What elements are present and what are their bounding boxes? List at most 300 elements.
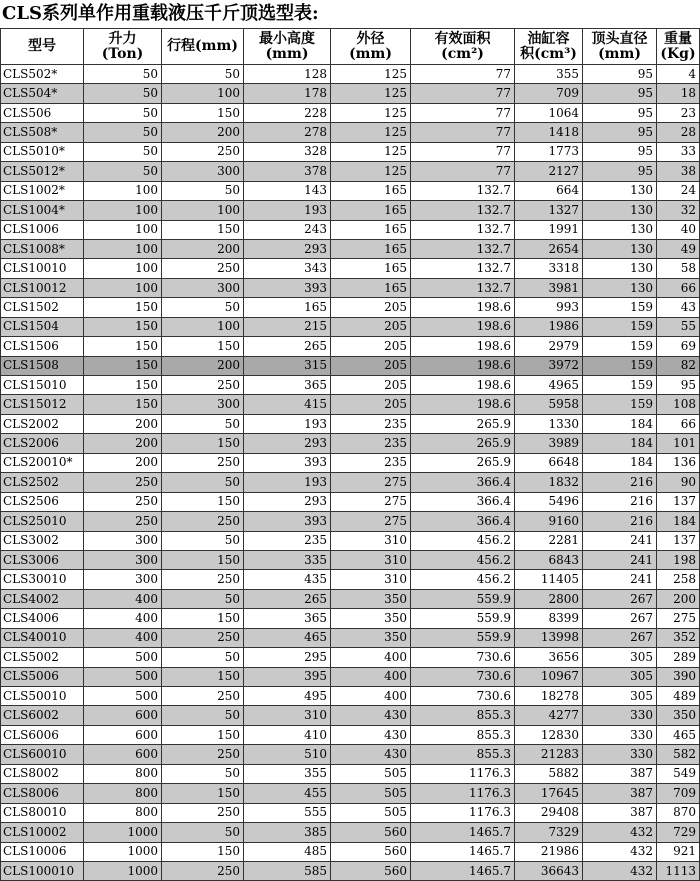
cell-lift: 300 [84,570,162,589]
cell-weight: 4 [657,65,700,84]
cell-model: CLS502* [1,65,84,84]
cell-cylinder-capacity: 12830 [515,725,583,744]
cell-min-height: 495 [244,687,331,706]
table-row [1,395,700,414]
cell-lift: 150 [84,337,162,356]
cell-effective-area: 456.2 [411,531,515,550]
cell-outer-diameter: 350 [331,628,411,647]
cell-cylinder-capacity: 13998 [515,628,583,647]
cell-effective-area: 456.2 [411,570,515,589]
cell-stroke: 250 [162,512,244,531]
cell-stroke: 150 [162,784,244,803]
cell-stroke: 50 [162,414,244,433]
cell-lift: 150 [84,298,162,317]
cell-weight: 870 [657,803,700,822]
cell-outer-diameter: 125 [331,162,411,181]
cell-lift: 50 [84,162,162,181]
cell-model: CLS6002 [1,706,84,725]
cell-effective-area: 77 [411,65,515,84]
cell-weight: 66 [657,414,700,433]
cell-lift: 600 [84,706,162,725]
cell-cylinder-capacity: 5882 [515,764,583,783]
cell-effective-area: 559.9 [411,628,515,647]
cell-saddle-diameter: 216 [583,492,657,511]
cell-min-height: 343 [244,259,331,278]
cell-outer-diameter: 505 [331,784,411,803]
cell-model: CLS80010 [1,803,84,822]
cell-weight: 69 [657,337,700,356]
column-header-label: 油缸容 [527,30,570,47]
cell-model: CLS8002 [1,764,84,783]
cell-weight: 729 [657,823,700,842]
cell-cylinder-capacity: 3656 [515,648,583,667]
cell-effective-area: 265.9 [411,414,515,433]
cell-min-height: 315 [244,356,331,375]
column-header-unit: 积(cm³) [520,45,577,62]
cell-model: CLS506 [1,103,84,122]
cell-weight: 28 [657,123,700,142]
cell-lift: 50 [84,103,162,122]
cell-effective-area: 132.7 [411,278,515,297]
cell-model: CLS10010 [1,259,84,278]
cell-model: CLS2002 [1,414,84,433]
cell-cylinder-capacity: 5496 [515,492,583,511]
cell-saddle-diameter: 159 [583,337,657,356]
cell-min-height: 143 [244,181,331,200]
cell-cylinder-capacity: 7329 [515,823,583,842]
column-header-unit: (Ton) [101,45,144,62]
cell-cylinder-capacity: 3318 [515,259,583,278]
cell-weight: 23 [657,103,700,122]
column-header-model [1,29,84,65]
column-header-label: 重量 [664,30,692,47]
cell-lift: 500 [84,687,162,706]
cell-saddle-diameter: 159 [583,317,657,336]
cell-stroke: 300 [162,395,244,414]
cell-effective-area: 855.3 [411,725,515,744]
table-row [1,764,700,783]
cell-min-height: 293 [244,434,331,453]
cell-cylinder-capacity: 4277 [515,706,583,725]
cell-lift: 250 [84,473,162,492]
table-row [1,842,700,861]
cell-saddle-diameter: 130 [583,220,657,239]
cell-weight: 582 [657,745,700,764]
table-row [1,239,700,258]
cell-saddle-diameter: 305 [583,648,657,667]
cell-outer-diameter: 310 [331,570,411,589]
cell-model: CLS1508 [1,356,84,375]
page-title: CLS系列单作用重载液压千斤顶选型表: [2,3,319,24]
cell-outer-diameter: 560 [331,823,411,842]
cell-effective-area: 730.6 [411,667,515,686]
cell-lift: 200 [84,414,162,433]
cell-model: CLS20010* [1,453,84,472]
table-row [1,570,700,589]
table-row [1,784,700,803]
cell-cylinder-capacity: 29408 [515,803,583,822]
cell-weight: 33 [657,142,700,161]
cell-outer-diameter: 165 [331,201,411,220]
cell-weight: 90 [657,473,700,492]
cell-cylinder-capacity: 5958 [515,395,583,414]
cell-min-height: 265 [244,589,331,608]
cell-weight: 709 [657,784,700,803]
cell-effective-area: 198.6 [411,356,515,375]
table-header-row [1,29,700,65]
cell-saddle-diameter: 267 [583,589,657,608]
cell-cylinder-capacity: 1327 [515,201,583,220]
table-row [1,687,700,706]
table-row [1,745,700,764]
cell-min-height: 585 [244,861,331,880]
cell-cylinder-capacity: 2127 [515,162,583,181]
cell-effective-area: 132.7 [411,181,515,200]
cell-saddle-diameter: 387 [583,764,657,783]
cell-outer-diameter: 165 [331,259,411,278]
cell-saddle-diameter: 330 [583,706,657,725]
cell-stroke: 150 [162,609,244,628]
table-row [1,278,700,297]
cell-effective-area: 77 [411,103,515,122]
cell-weight: 390 [657,667,700,686]
cell-saddle-diameter: 330 [583,725,657,744]
cell-stroke: 150 [162,550,244,569]
cell-cylinder-capacity: 17645 [515,784,583,803]
cell-saddle-diameter: 159 [583,376,657,395]
cell-effective-area: 132.7 [411,259,515,278]
cell-weight: 38 [657,162,700,181]
cell-model: CLS5002 [1,648,84,667]
cell-weight: 108 [657,395,700,414]
cell-min-height: 365 [244,376,331,395]
column-header-label: 外径 [356,30,385,47]
cell-model: CLS4006 [1,609,84,628]
cell-min-height: 128 [244,65,331,84]
cell-model: CLS504* [1,84,84,103]
column-header-label: 最小高度 [259,30,315,47]
cell-saddle-diameter: 130 [583,201,657,220]
cell-min-height: 165 [244,298,331,317]
table-row [1,317,700,336]
cell-weight: 184 [657,512,700,531]
table-row [1,473,700,492]
cell-stroke: 150 [162,842,244,861]
cell-saddle-diameter: 305 [583,687,657,706]
cell-cylinder-capacity: 355 [515,65,583,84]
cell-lift: 250 [84,492,162,511]
cell-cylinder-capacity: 2979 [515,337,583,356]
cell-weight: 198 [657,550,700,569]
cell-model: CLS2006 [1,434,84,453]
cell-stroke: 50 [162,65,244,84]
column-header-unit: (mm) [349,45,392,62]
cell-cylinder-capacity: 4965 [515,376,583,395]
table-row [1,376,700,395]
jack-spec-table [0,28,700,881]
cell-outer-diameter: 235 [331,434,411,453]
cell-model: CLS50010 [1,687,84,706]
cell-outer-diameter: 125 [331,103,411,122]
cell-stroke: 150 [162,492,244,511]
column-header-effective-area [411,29,515,65]
cell-cylinder-capacity: 709 [515,84,583,103]
cell-weight: 136 [657,453,700,472]
cell-saddle-diameter: 95 [583,65,657,84]
cell-weight: 1113 [657,861,700,880]
cell-stroke: 200 [162,239,244,258]
cell-outer-diameter: 235 [331,414,411,433]
cell-stroke: 50 [162,764,244,783]
cell-min-height: 265 [244,337,331,356]
cell-lift: 100 [84,259,162,278]
cell-weight: 137 [657,531,700,550]
cell-weight: 58 [657,259,700,278]
table-row [1,648,700,667]
cell-outer-diameter: 400 [331,667,411,686]
table-body [1,65,700,881]
cell-cylinder-capacity: 1986 [515,317,583,336]
cell-lift: 1000 [84,842,162,861]
cell-cylinder-capacity: 664 [515,181,583,200]
cell-effective-area: 1176.3 [411,803,515,822]
cell-outer-diameter: 165 [331,239,411,258]
cell-weight: 350 [657,706,700,725]
cell-stroke: 250 [162,142,244,161]
cell-saddle-diameter: 159 [583,395,657,414]
table-row [1,298,700,317]
cell-outer-diameter: 165 [331,278,411,297]
column-header-stroke [162,29,244,65]
cell-cylinder-capacity: 2281 [515,531,583,550]
cell-lift: 500 [84,667,162,686]
table-row [1,861,700,880]
cell-stroke: 50 [162,298,244,317]
table-row [1,823,700,842]
cell-effective-area: 1176.3 [411,784,515,803]
cell-weight: 137 [657,492,700,511]
cell-outer-diameter: 505 [331,764,411,783]
cell-stroke: 200 [162,356,244,375]
cell-saddle-diameter: 130 [583,181,657,200]
table-row [1,725,700,744]
table-row [1,453,700,472]
table-row [1,65,700,84]
column-header-unit: (Kg) [660,45,696,62]
cell-effective-area: 559.9 [411,589,515,608]
cell-stroke: 300 [162,278,244,297]
cell-min-height: 335 [244,550,331,569]
cell-outer-diameter: 400 [331,687,411,706]
table-row [1,803,700,822]
cell-saddle-diameter: 95 [583,162,657,181]
cell-min-height: 293 [244,492,331,511]
cell-model: CLS15010 [1,376,84,395]
cell-min-height: 243 [244,220,331,239]
table-row [1,667,700,686]
cell-saddle-diameter: 387 [583,784,657,803]
cell-stroke: 250 [162,376,244,395]
cell-lift: 300 [84,550,162,569]
cell-outer-diameter: 430 [331,706,411,725]
cell-model: CLS3006 [1,550,84,569]
cell-outer-diameter: 560 [331,861,411,880]
column-header-cylinder-capacity [515,29,583,65]
cell-effective-area: 1465.7 [411,861,515,880]
cell-weight: 275 [657,609,700,628]
cell-stroke: 250 [162,259,244,278]
cell-outer-diameter: 430 [331,745,411,764]
cell-lift: 50 [84,123,162,142]
cell-effective-area: 132.7 [411,201,515,220]
cell-model: CLS15012 [1,395,84,414]
cell-outer-diameter: 205 [331,376,411,395]
cell-model: CLS6006 [1,725,84,744]
cell-min-height: 455 [244,784,331,803]
cell-cylinder-capacity: 1418 [515,123,583,142]
cell-effective-area: 855.3 [411,745,515,764]
cell-lift: 500 [84,648,162,667]
cell-weight: 32 [657,201,700,220]
cell-min-height: 193 [244,201,331,220]
cell-stroke: 150 [162,667,244,686]
cell-saddle-diameter: 432 [583,842,657,861]
table-row [1,142,700,161]
cell-weight: 200 [657,589,700,608]
cell-cylinder-capacity: 21283 [515,745,583,764]
table-row [1,706,700,725]
table-row [1,356,700,375]
cell-model: CLS2502 [1,473,84,492]
table-row [1,609,700,628]
cell-stroke: 50 [162,473,244,492]
cell-saddle-diameter: 95 [583,123,657,142]
cell-model: CLS5006 [1,667,84,686]
cell-model: CLS10012 [1,278,84,297]
cell-model: CLS100010 [1,861,84,880]
cell-model: CLS1504 [1,317,84,336]
cell-effective-area: 366.4 [411,473,515,492]
cell-effective-area: 77 [411,123,515,142]
cell-outer-diameter: 310 [331,550,411,569]
column-header-min-height [244,29,331,65]
cell-effective-area: 198.6 [411,376,515,395]
cell-weight: 549 [657,764,700,783]
cell-model: CLS5012* [1,162,84,181]
cell-lift: 200 [84,434,162,453]
cell-effective-area: 456.2 [411,550,515,569]
cell-min-height: 278 [244,123,331,142]
cell-saddle-diameter: 432 [583,861,657,880]
cell-min-height: 178 [244,84,331,103]
cell-outer-diameter: 275 [331,473,411,492]
table-row [1,434,700,453]
cell-min-height: 215 [244,317,331,336]
column-header-unit: (cm²) [441,45,484,62]
cell-cylinder-capacity: 8399 [515,609,583,628]
cell-min-height: 510 [244,745,331,764]
cell-cylinder-capacity: 6648 [515,453,583,472]
cell-weight: 258 [657,570,700,589]
cell-lift: 100 [84,201,162,220]
cell-stroke: 250 [162,803,244,822]
cell-stroke: 100 [162,84,244,103]
cell-saddle-diameter: 95 [583,103,657,122]
cell-stroke: 250 [162,570,244,589]
cell-saddle-diameter: 130 [583,239,657,258]
cell-stroke: 150 [162,434,244,453]
cell-stroke: 150 [162,337,244,356]
cell-outer-diameter: 275 [331,492,411,511]
cell-model: CLS1006 [1,220,84,239]
cell-effective-area: 198.6 [411,395,515,414]
cell-weight: 921 [657,842,700,861]
cell-stroke: 50 [162,531,244,550]
cell-effective-area: 265.9 [411,453,515,472]
cell-stroke: 100 [162,317,244,336]
cell-lift: 150 [84,317,162,336]
cell-min-height: 415 [244,395,331,414]
cell-effective-area: 77 [411,162,515,181]
cell-min-height: 465 [244,628,331,647]
cell-lift: 50 [84,65,162,84]
cell-lift: 400 [84,609,162,628]
cell-lift: 150 [84,376,162,395]
cell-model: CLS10006 [1,842,84,861]
table-row [1,512,700,531]
cell-weight: 18 [657,84,700,103]
cell-effective-area: 1465.7 [411,823,515,842]
cell-outer-diameter: 400 [331,648,411,667]
cell-lift: 1000 [84,823,162,842]
cell-model: CLS1502 [1,298,84,317]
table-row [1,337,700,356]
cell-min-height: 355 [244,764,331,783]
cell-cylinder-capacity: 3989 [515,434,583,453]
cell-min-height: 293 [244,239,331,258]
cell-cylinder-capacity: 11405 [515,570,583,589]
cell-lift: 800 [84,784,162,803]
cell-model: CLS25010 [1,512,84,531]
cell-min-height: 193 [244,414,331,433]
cell-outer-diameter: 560 [331,842,411,861]
cell-saddle-diameter: 159 [583,298,657,317]
cell-lift: 400 [84,628,162,647]
cell-weight: 43 [657,298,700,317]
table-row [1,259,700,278]
cell-stroke: 150 [162,725,244,744]
cell-saddle-diameter: 184 [583,414,657,433]
cell-stroke: 250 [162,453,244,472]
cell-lift: 600 [84,745,162,764]
cell-model: CLS10002 [1,823,84,842]
cell-outer-diameter: 205 [331,317,411,336]
cell-saddle-diameter: 241 [583,550,657,569]
cell-cylinder-capacity: 21986 [515,842,583,861]
column-header-label: 有效面积 [434,30,491,47]
cell-cylinder-capacity: 2800 [515,589,583,608]
cell-min-height: 228 [244,103,331,122]
cell-min-height: 393 [244,453,331,472]
table-row [1,628,700,647]
cell-effective-area: 77 [411,142,515,161]
cell-min-height: 435 [244,570,331,589]
cell-effective-area: 77 [411,84,515,103]
table-row [1,201,700,220]
cell-min-height: 385 [244,823,331,842]
cell-outer-diameter: 205 [331,337,411,356]
cell-cylinder-capacity: 1773 [515,142,583,161]
